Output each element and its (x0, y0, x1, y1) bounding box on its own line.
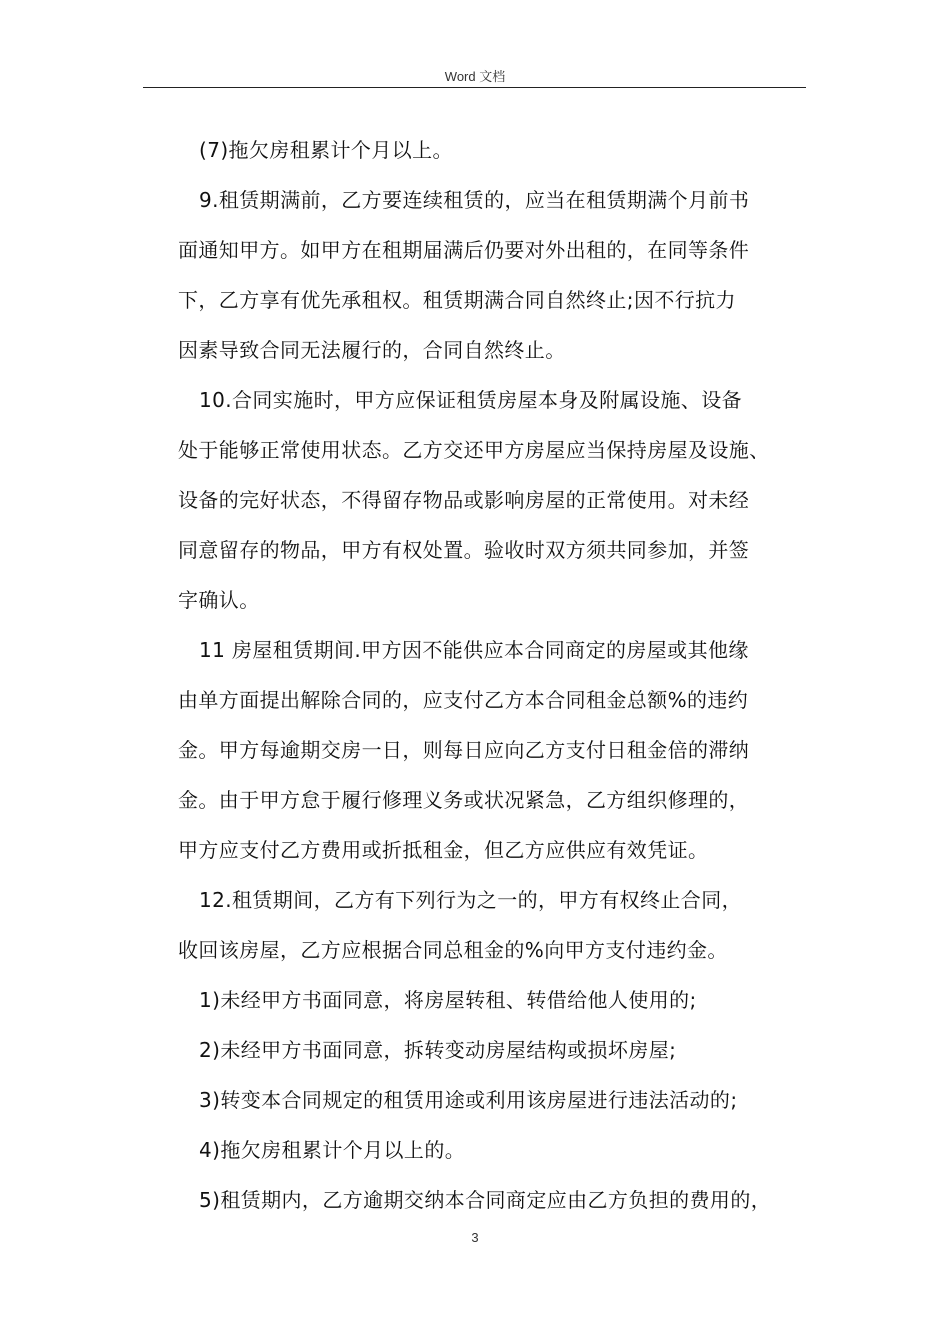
text-line: 11 房屋租赁期间.甲方因不能供应本合同商定的房屋或其他缘 (199, 638, 749, 662)
header-divider (143, 87, 806, 88)
text-line: 同意留存的物品，甲方有权处置。验收时双方须共同参加，并签 (178, 538, 750, 562)
text-line: 9.租赁期满前，乙方要连续租赁的，应当在租赁期满个月前书 (199, 188, 750, 212)
text-line: 处于能够正常使用状态。乙方交还甲方房屋应当保持房屋及设施、 (178, 438, 770, 462)
text-line: 3)转变本合同规定的租赁用途或利用该房屋进行违法活动的; (199, 1088, 738, 1112)
text-line: 收回该房屋，乙方应根据合同总租金的%向甲方支付违约金。 (178, 938, 728, 962)
text-line: 1)未经甲方书面同意，将房屋转租、转借给他人使用的; (199, 988, 697, 1012)
page-number: 3 (471, 1230, 479, 1245)
text-line: 下，乙方享有优先承租权。租赁期满合同自然终止;因不行抗力 (178, 288, 736, 312)
text-line: 甲方应支付乙方费用或折抵租金，但乙方应供应有效凭证。 (178, 838, 709, 862)
text-line: 字确认。 (178, 588, 260, 612)
page-header: Word 文档 (444, 69, 506, 84)
text-line: 由单方面提出解除合同的，应支付乙方本合同租金总额%的违约 (178, 688, 749, 712)
text-line: 4)拖欠房租累计个月以上的。 (199, 1138, 466, 1162)
text-line: 金。甲方每逾期交房一日，则每日应向乙方支付日租金倍的滞纳 (178, 738, 750, 762)
text-line: 5)租赁期内，乙方逾期交纳本合同商定应由乙方负担的费用的， (199, 1188, 772, 1212)
text-line: 因素导致合同无法履行的，合同自然终止。 (178, 338, 566, 362)
text-line: 金。由于甲方怠于履行修理义务或状况紧急，乙方组织修理的， (178, 788, 750, 812)
text-line: 设备的完好状态，不得留存物品或影响房屋的正常使用。对未经 (178, 488, 750, 512)
text-line: (7)拖欠房租累计个月以上。 (199, 138, 453, 162)
text-line: 12.租赁期间，乙方有下列行为之一的，甲方有权终止合同， (199, 888, 743, 912)
text-line: 面通知甲方。如甲方在租期届满后仍要对外出租的，在同等条件 (178, 238, 750, 262)
text-line: 10.合同实施时，甲方应保证租赁房屋本身及附属设施、设备 (199, 388, 743, 412)
text-line: 2)未经甲方书面同意，拆转变动房屋结构或损坏房屋; (199, 1038, 677, 1062)
